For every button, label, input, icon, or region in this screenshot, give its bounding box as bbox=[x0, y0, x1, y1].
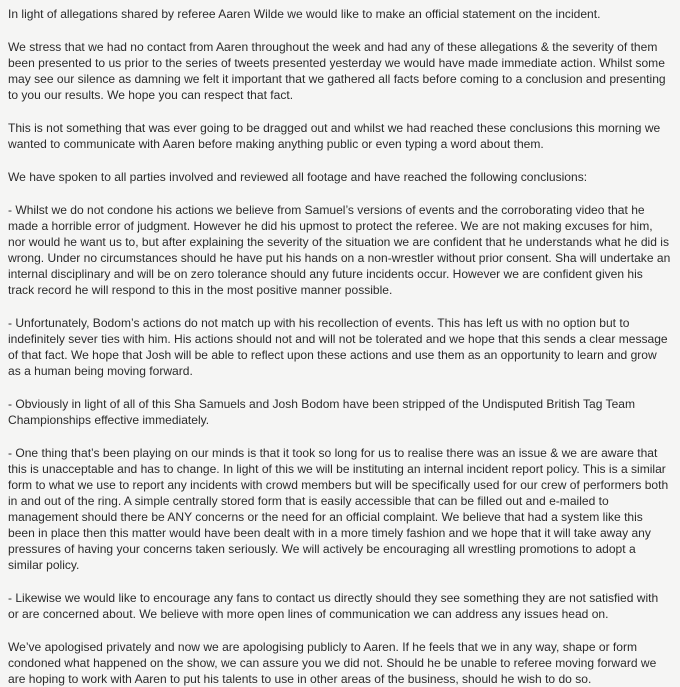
statement-intro: In light of allegations shared by referee Aaren Wilde we would like to make an official statement on the incident. bbox=[8, 7, 601, 21]
statement-conclusions-intro: We have spoken to all parties involved and reviewed all footage and have reached the following conclusions: bbox=[8, 170, 588, 184]
statement-no-contact: We stress that we had no contact from Aaren throughout the week and had any of these allegations & the severity of them been presented to us prior to the series of tweets presented yesterday we would have made immediate action. Whilst some may see our silence as damning we felt it important that we gathered all facts before coming to a conclusion and presenting to you our results. We hope you can respect that fact. bbox=[8, 40, 666, 102]
statement-championships: - Obviously in light of all of this Sha Samuels and Josh Bodom have been stripped of the Undisputed British Tag Team Championships effective immediately. bbox=[8, 397, 636, 427]
statement-bodom-conclusion: - Unfortunately, Bodom’s actions do not match up with his recollection of events. This has left us with no option but to indefinitely sever ties with him. His actions should not and will not be tolerated and we hope that this sends a clear message of that fact. We hope that Josh will be able to reflect upon these actions and use them as an opportunity to learn and grow as a human being moving forward. bbox=[8, 316, 668, 378]
statement-apology: We’ve apologised privately and now we are apologising publicly to Aaren. If he feels that we in any way, shape or form condoned what happened on the show, we can assure you we did not. Should he be unable to referee moving forward we are hoping to work with Aaren to put his talents to use in other areas of the business, should he wish to do so. bbox=[8, 640, 657, 686]
statement-incident-policy: - One thing that’s been playing on our minds is that it took so long for us to realise there was an issue & we are aware that this is unacceptable and has to change. In light of this we will be instituting an internal incident report policy. This is a similar form to what we use to report any incidents with crowd members but will be specifically used for our crew of performers both in and out of the ring. A simple centrally stored form that is easily accessible that can be filled out and e-mailed to management should there be ANY concerns or the need for an official complaint. We believe that had a system like this been in place then this matter would have been dealt with in a more timely fashion and we hope that it will take away any pressures of having your concerns taken seriously. We will actively be encouraging all wrestling promotions to adopt a similar policy. bbox=[8, 446, 669, 572]
statement-samuels-conclusion: - Whilst we do not condone his actions we believe from Samuel’s versions of events and the corroborating video that he made a horrible error of judgment. However he did his upmost to protect the referee. We are not making excuses for him, nor would he want us to, but after explaining the severity of the situation we are confident that he understands what he did is wrong. Under no circumstances should he have put his hands on a non-wrestler without prior consent. Sha will undertake an internal disciplinary and will be on zero tolerance should any future incidents occur. However we are confident given his track record he will respond to this in the most positive manner possible. bbox=[8, 203, 671, 297]
statement-communication: This is not something that was ever going to be dragged out and whilst we had reached these conclusions this morning we wanted to communicate with Aaren before making anything public or even typing a word about them. bbox=[8, 121, 661, 151]
statement-fan-contact: - Likewise we would like to encourage any fans to contact us directly should they see something they are not satisfied with or are concerned about. We believe with more open lines of communication we can address any issues head on. bbox=[8, 591, 659, 621]
